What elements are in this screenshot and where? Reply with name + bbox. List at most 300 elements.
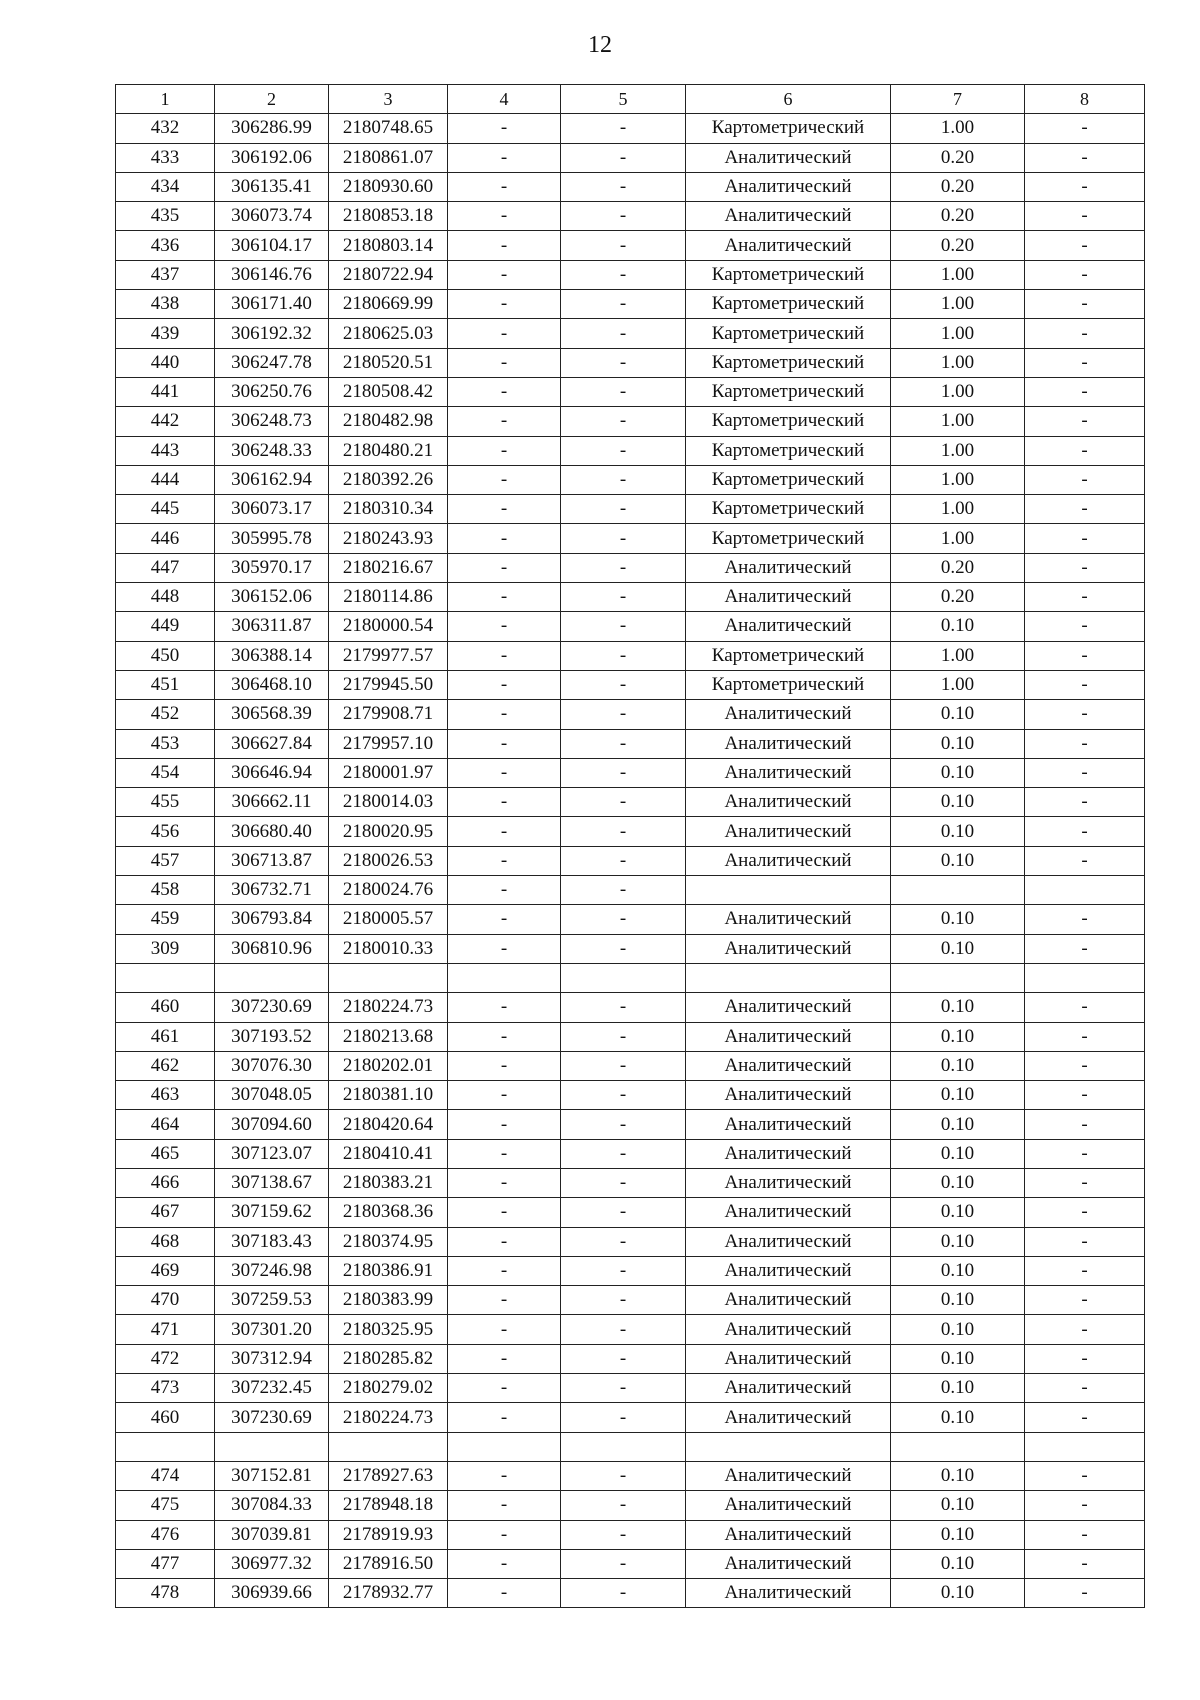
column-8-cell: - bbox=[1025, 495, 1145, 524]
column-4-cell: - bbox=[448, 1520, 561, 1549]
method-cell: Аналитический bbox=[686, 1168, 891, 1197]
column-4-cell: - bbox=[448, 1461, 561, 1490]
column-5-cell: - bbox=[561, 846, 686, 875]
column-4-cell: - bbox=[448, 583, 561, 612]
point-number-cell: 452 bbox=[116, 700, 215, 729]
column-8-cell: - bbox=[1025, 1256, 1145, 1285]
accuracy-cell: 0.10 bbox=[891, 612, 1025, 641]
x-coordinate-cell: 306680.40 bbox=[215, 817, 329, 846]
column-5-cell: - bbox=[561, 993, 686, 1022]
x-coordinate-cell: 307076.30 bbox=[215, 1051, 329, 1080]
method-cell: Аналитический bbox=[686, 1403, 891, 1432]
column-5-cell: - bbox=[561, 114, 686, 143]
column-8-cell: - bbox=[1025, 114, 1145, 143]
x-coordinate-cell: 306646.94 bbox=[215, 758, 329, 787]
column-8-cell: - bbox=[1025, 524, 1145, 553]
column-5-cell: - bbox=[561, 1579, 686, 1608]
table-row bbox=[116, 465, 1145, 494]
y-coordinate-cell: 2180024.76 bbox=[329, 876, 448, 905]
column-4-cell: - bbox=[448, 758, 561, 787]
y-coordinate-cell: 2180279.02 bbox=[329, 1374, 448, 1403]
x-coordinate-cell: 307301.20 bbox=[215, 1315, 329, 1344]
method-cell: Аналитический bbox=[686, 1227, 891, 1256]
y-coordinate-cell: 2180020.95 bbox=[329, 817, 448, 846]
table-body bbox=[116, 114, 1145, 1608]
x-coordinate-cell: 306146.76 bbox=[215, 260, 329, 289]
point-number-cell: 441 bbox=[116, 377, 215, 406]
table-row bbox=[116, 1256, 1145, 1285]
point-number-cell: 474 bbox=[116, 1461, 215, 1490]
method-cell: Аналитический bbox=[686, 612, 891, 641]
column-5-cell: - bbox=[561, 817, 686, 846]
method-cell: Картометрический bbox=[686, 260, 891, 289]
column-header: 4 bbox=[448, 85, 561, 114]
method-cell: Аналитический bbox=[686, 1374, 891, 1403]
x-coordinate-cell: 307048.05 bbox=[215, 1081, 329, 1110]
table-row bbox=[116, 817, 1145, 846]
point-number-cell: 476 bbox=[116, 1520, 215, 1549]
x-coordinate-cell: 306311.87 bbox=[215, 612, 329, 641]
method-cell: Аналитический bbox=[686, 1315, 891, 1344]
x-coordinate-cell: 307159.62 bbox=[215, 1198, 329, 1227]
column-4-cell: - bbox=[448, 1256, 561, 1285]
accuracy-cell: 0.10 bbox=[891, 700, 1025, 729]
table-row bbox=[116, 1549, 1145, 1578]
column-8-cell bbox=[1025, 876, 1145, 905]
column-8-cell: - bbox=[1025, 1491, 1145, 1520]
method-cell: Аналитический bbox=[686, 172, 891, 201]
table-row bbox=[116, 758, 1145, 787]
table-row bbox=[116, 1432, 1145, 1461]
y-coordinate-cell: 2180224.73 bbox=[329, 1403, 448, 1432]
column-4-cell: - bbox=[448, 700, 561, 729]
column-5-cell: - bbox=[561, 700, 686, 729]
table-row bbox=[116, 934, 1145, 963]
x-coordinate-cell: 306162.94 bbox=[215, 465, 329, 494]
column-4-cell: - bbox=[448, 290, 561, 319]
point-number-cell bbox=[116, 1432, 215, 1461]
point-number-cell: 432 bbox=[116, 114, 215, 143]
column-8-cell: - bbox=[1025, 1022, 1145, 1051]
accuracy-cell: 0.10 bbox=[891, 1227, 1025, 1256]
x-coordinate-cell: 306247.78 bbox=[215, 348, 329, 377]
point-number-cell: 440 bbox=[116, 348, 215, 377]
y-coordinate-cell: 2180861.07 bbox=[329, 143, 448, 172]
accuracy-cell: 0.10 bbox=[891, 1315, 1025, 1344]
column-8-cell: - bbox=[1025, 846, 1145, 875]
y-coordinate-cell: 2180213.68 bbox=[329, 1022, 448, 1051]
accuracy-cell: 0.10 bbox=[891, 1374, 1025, 1403]
x-coordinate-cell bbox=[215, 963, 329, 992]
accuracy-cell: 0.20 bbox=[891, 202, 1025, 231]
column-8-cell: - bbox=[1025, 700, 1145, 729]
column-5-cell: - bbox=[561, 1168, 686, 1197]
y-coordinate-cell: 2179945.50 bbox=[329, 670, 448, 699]
column-5-cell: - bbox=[561, 319, 686, 348]
column-5-cell: - bbox=[561, 583, 686, 612]
column-header: 3 bbox=[329, 85, 448, 114]
column-5-cell: - bbox=[561, 1051, 686, 1080]
x-coordinate-cell: 306171.40 bbox=[215, 290, 329, 319]
table-row bbox=[116, 231, 1145, 260]
column-8-cell: - bbox=[1025, 1081, 1145, 1110]
column-header: 1 bbox=[116, 85, 215, 114]
column-5-cell: - bbox=[561, 1315, 686, 1344]
y-coordinate-cell: 2180374.95 bbox=[329, 1227, 448, 1256]
method-cell: Аналитический bbox=[686, 993, 891, 1022]
x-coordinate-cell: 307123.07 bbox=[215, 1139, 329, 1168]
accuracy-cell: 0.10 bbox=[891, 1579, 1025, 1608]
y-coordinate-cell: 2180392.26 bbox=[329, 465, 448, 494]
column-5-cell: - bbox=[561, 1461, 686, 1490]
point-number-cell: 473 bbox=[116, 1374, 215, 1403]
y-coordinate-cell: 2180482.98 bbox=[329, 407, 448, 436]
x-coordinate-cell: 306732.71 bbox=[215, 876, 329, 905]
point-number-cell: 461 bbox=[116, 1022, 215, 1051]
point-number-cell bbox=[116, 963, 215, 992]
column-header: 7 bbox=[891, 85, 1025, 114]
point-number-cell: 434 bbox=[116, 172, 215, 201]
accuracy-cell: 0.10 bbox=[891, 1022, 1025, 1051]
x-coordinate-cell: 307193.52 bbox=[215, 1022, 329, 1051]
x-coordinate-cell: 306248.33 bbox=[215, 436, 329, 465]
point-number-cell: 444 bbox=[116, 465, 215, 494]
x-coordinate-cell: 306073.74 bbox=[215, 202, 329, 231]
point-number-cell: 453 bbox=[116, 729, 215, 758]
point-number-cell: 443 bbox=[116, 436, 215, 465]
table-row bbox=[116, 963, 1145, 992]
method-cell: Аналитический bbox=[686, 1256, 891, 1285]
column-4-cell: - bbox=[448, 846, 561, 875]
table-row bbox=[116, 1168, 1145, 1197]
column-5-cell: - bbox=[561, 934, 686, 963]
column-5-cell: - bbox=[561, 1491, 686, 1520]
point-number-cell: 436 bbox=[116, 231, 215, 260]
y-coordinate-cell: 2180748.65 bbox=[329, 114, 448, 143]
accuracy-cell: 0.10 bbox=[891, 729, 1025, 758]
point-number-cell: 454 bbox=[116, 758, 215, 787]
method-cell: Аналитический bbox=[686, 729, 891, 758]
y-coordinate-cell: 2180383.99 bbox=[329, 1286, 448, 1315]
accuracy-cell: 1.00 bbox=[891, 290, 1025, 319]
column-8-cell: - bbox=[1025, 641, 1145, 670]
x-coordinate-cell: 306568.39 bbox=[215, 700, 329, 729]
column-5-cell: - bbox=[561, 758, 686, 787]
x-coordinate-cell: 306468.10 bbox=[215, 670, 329, 699]
column-4-cell: - bbox=[448, 1286, 561, 1315]
method-cell bbox=[686, 1432, 891, 1461]
column-8-cell: - bbox=[1025, 612, 1145, 641]
table-row bbox=[116, 319, 1145, 348]
point-number-cell: 466 bbox=[116, 1168, 215, 1197]
column-8-cell: - bbox=[1025, 993, 1145, 1022]
column-8-cell: - bbox=[1025, 1198, 1145, 1227]
point-number-cell: 456 bbox=[116, 817, 215, 846]
column-5-cell: - bbox=[561, 876, 686, 905]
accuracy-cell: 0.10 bbox=[891, 1051, 1025, 1080]
column-4-cell: - bbox=[448, 1198, 561, 1227]
point-number-cell: 477 bbox=[116, 1549, 215, 1578]
x-coordinate-cell: 305970.17 bbox=[215, 553, 329, 582]
accuracy-cell: 0.10 bbox=[891, 934, 1025, 963]
y-coordinate-cell: 2180026.53 bbox=[329, 846, 448, 875]
y-coordinate-cell: 2180001.97 bbox=[329, 758, 448, 787]
method-cell: Картометрический bbox=[686, 290, 891, 319]
column-4-cell: - bbox=[448, 407, 561, 436]
column-4-cell: - bbox=[448, 495, 561, 524]
column-4-cell: - bbox=[448, 1491, 561, 1520]
point-number-cell: 463 bbox=[116, 1081, 215, 1110]
column-4-cell: - bbox=[448, 817, 561, 846]
column-5-cell: - bbox=[561, 1344, 686, 1373]
column-5-cell: - bbox=[561, 670, 686, 699]
accuracy-cell: 0.10 bbox=[891, 846, 1025, 875]
column-4-cell: - bbox=[448, 1139, 561, 1168]
method-cell: Картометрический bbox=[686, 495, 891, 524]
accuracy-cell: 0.10 bbox=[891, 1403, 1025, 1432]
column-4-cell: - bbox=[448, 876, 561, 905]
table-row bbox=[116, 846, 1145, 875]
column-5-cell: - bbox=[561, 290, 686, 319]
accuracy-cell: 1.00 bbox=[891, 319, 1025, 348]
accuracy-cell: 0.10 bbox=[891, 1491, 1025, 1520]
column-8-cell: - bbox=[1025, 788, 1145, 817]
point-number-cell: 435 bbox=[116, 202, 215, 231]
method-cell: Аналитический bbox=[686, 143, 891, 172]
y-coordinate-cell: 2180005.57 bbox=[329, 905, 448, 934]
accuracy-cell: 0.20 bbox=[891, 172, 1025, 201]
y-coordinate-cell: 2180216.67 bbox=[329, 553, 448, 582]
y-coordinate-cell: 2180010.33 bbox=[329, 934, 448, 963]
table-row bbox=[116, 670, 1145, 699]
accuracy-cell: 1.00 bbox=[891, 348, 1025, 377]
method-cell: Аналитический bbox=[686, 1520, 891, 1549]
point-number-cell: 465 bbox=[116, 1139, 215, 1168]
column-5-cell: - bbox=[561, 407, 686, 436]
column-8-cell: - bbox=[1025, 1403, 1145, 1432]
column-5-cell: - bbox=[561, 202, 686, 231]
point-number-cell: 468 bbox=[116, 1227, 215, 1256]
column-5-cell: - bbox=[561, 524, 686, 553]
accuracy-cell bbox=[891, 963, 1025, 992]
y-coordinate-cell: 2180285.82 bbox=[329, 1344, 448, 1373]
column-8-cell: - bbox=[1025, 1461, 1145, 1490]
table-row bbox=[116, 993, 1145, 1022]
point-number-cell: 442 bbox=[116, 407, 215, 436]
column-4-cell: - bbox=[448, 1081, 561, 1110]
method-cell: Аналитический bbox=[686, 758, 891, 787]
column-4-cell: - bbox=[448, 1403, 561, 1432]
point-number-cell: 446 bbox=[116, 524, 215, 553]
column-4-cell: - bbox=[448, 1579, 561, 1608]
x-coordinate-cell: 307259.53 bbox=[215, 1286, 329, 1315]
y-coordinate-cell: 2180224.73 bbox=[329, 993, 448, 1022]
table-row bbox=[116, 290, 1145, 319]
column-8-cell: - bbox=[1025, 758, 1145, 787]
column-8-cell: - bbox=[1025, 172, 1145, 201]
method-cell: Картометрический bbox=[686, 465, 891, 494]
column-5-cell: - bbox=[561, 1286, 686, 1315]
column-8-cell: - bbox=[1025, 670, 1145, 699]
accuracy-cell: 0.10 bbox=[891, 817, 1025, 846]
column-8-cell: - bbox=[1025, 1315, 1145, 1344]
x-coordinate-cell: 307232.45 bbox=[215, 1374, 329, 1403]
column-header: 6 bbox=[686, 85, 891, 114]
column-header: 2 bbox=[215, 85, 329, 114]
accuracy-cell: 1.00 bbox=[891, 260, 1025, 289]
x-coordinate-cell: 306248.73 bbox=[215, 407, 329, 436]
table-row bbox=[116, 143, 1145, 172]
column-4-cell: - bbox=[448, 143, 561, 172]
column-4-cell: - bbox=[448, 612, 561, 641]
point-number-cell: 450 bbox=[116, 641, 215, 670]
table-row bbox=[116, 1344, 1145, 1373]
x-coordinate-cell: 306388.14 bbox=[215, 641, 329, 670]
accuracy-cell: 0.10 bbox=[891, 993, 1025, 1022]
x-coordinate-cell: 305995.78 bbox=[215, 524, 329, 553]
y-coordinate-cell: 2178916.50 bbox=[329, 1549, 448, 1578]
column-5-cell: - bbox=[561, 905, 686, 934]
column-4-cell: - bbox=[448, 1344, 561, 1373]
point-number-cell: 309 bbox=[116, 934, 215, 963]
accuracy-cell: 0.10 bbox=[891, 1198, 1025, 1227]
column-header: 5 bbox=[561, 85, 686, 114]
method-cell: Аналитический bbox=[686, 1344, 891, 1373]
column-4-cell: - bbox=[448, 993, 561, 1022]
y-coordinate-cell: 2180508.42 bbox=[329, 377, 448, 406]
column-4-cell: - bbox=[448, 260, 561, 289]
column-4-cell: - bbox=[448, 641, 561, 670]
x-coordinate-cell: 307183.43 bbox=[215, 1227, 329, 1256]
x-coordinate-cell: 307230.69 bbox=[215, 993, 329, 1022]
column-4-cell: - bbox=[448, 1227, 561, 1256]
y-coordinate-cell: 2180803.14 bbox=[329, 231, 448, 260]
column-5-cell: - bbox=[561, 436, 686, 465]
x-coordinate-cell: 306810.96 bbox=[215, 934, 329, 963]
column-5-cell: - bbox=[561, 1198, 686, 1227]
column-8-cell: - bbox=[1025, 202, 1145, 231]
column-4-cell: - bbox=[448, 524, 561, 553]
column-4-cell: - bbox=[448, 788, 561, 817]
y-coordinate-cell: 2180202.01 bbox=[329, 1051, 448, 1080]
accuracy-cell: 1.00 bbox=[891, 465, 1025, 494]
y-coordinate-cell: 2180930.60 bbox=[329, 172, 448, 201]
column-4-cell: - bbox=[448, 377, 561, 406]
column-5-cell: - bbox=[561, 465, 686, 494]
column-5-cell: - bbox=[561, 1256, 686, 1285]
method-cell: Картометрический bbox=[686, 436, 891, 465]
table-row bbox=[116, 260, 1145, 289]
column-4-cell: - bbox=[448, 319, 561, 348]
accuracy-cell: 0.10 bbox=[891, 1549, 1025, 1578]
accuracy-cell: 0.10 bbox=[891, 1520, 1025, 1549]
x-coordinate-cell: 306135.41 bbox=[215, 172, 329, 201]
column-8-cell: - bbox=[1025, 553, 1145, 582]
column-8-cell: - bbox=[1025, 407, 1145, 436]
column-4-cell: - bbox=[448, 172, 561, 201]
page-number: 12 bbox=[588, 32, 612, 58]
x-coordinate-cell: 307312.94 bbox=[215, 1344, 329, 1373]
method-cell: Аналитический bbox=[686, 1549, 891, 1578]
accuracy-cell: 0.10 bbox=[891, 788, 1025, 817]
method-cell: Аналитический bbox=[686, 1051, 891, 1080]
column-8-cell: - bbox=[1025, 1051, 1145, 1080]
table-row bbox=[116, 1461, 1145, 1490]
y-coordinate-cell: 2179957.10 bbox=[329, 729, 448, 758]
y-coordinate-cell: 2180014.03 bbox=[329, 788, 448, 817]
table-row bbox=[116, 348, 1145, 377]
method-cell: Аналитический bbox=[686, 905, 891, 934]
column-8-cell: - bbox=[1025, 729, 1145, 758]
column-5-cell: - bbox=[561, 553, 686, 582]
point-number-cell: 455 bbox=[116, 788, 215, 817]
method-cell bbox=[686, 963, 891, 992]
column-4-cell: - bbox=[448, 202, 561, 231]
column-5-cell: - bbox=[561, 1374, 686, 1403]
header-row bbox=[116, 85, 1145, 114]
y-coordinate-cell: 2179977.57 bbox=[329, 641, 448, 670]
accuracy-cell: 1.00 bbox=[891, 670, 1025, 699]
point-number-cell: 470 bbox=[116, 1286, 215, 1315]
column-5-cell: - bbox=[561, 1081, 686, 1110]
coordinates-table-container bbox=[115, 84, 1145, 1608]
column-4-cell: - bbox=[448, 1022, 561, 1051]
column-4-cell: - bbox=[448, 1374, 561, 1403]
method-cell: Аналитический bbox=[686, 1139, 891, 1168]
accuracy-cell: 1.00 bbox=[891, 524, 1025, 553]
accuracy-cell: 0.10 bbox=[891, 905, 1025, 934]
column-5-cell: - bbox=[561, 143, 686, 172]
column-8-cell: - bbox=[1025, 1549, 1145, 1578]
table-row bbox=[116, 905, 1145, 934]
method-cell: Аналитический bbox=[686, 231, 891, 260]
accuracy-cell: 0.10 bbox=[891, 758, 1025, 787]
method-cell: Аналитический bbox=[686, 1022, 891, 1051]
method-cell: Аналитический bbox=[686, 817, 891, 846]
column-5-cell: - bbox=[561, 788, 686, 817]
method-cell: Аналитический bbox=[686, 1461, 891, 1490]
x-coordinate-cell: 307094.60 bbox=[215, 1110, 329, 1139]
method-cell: Аналитический bbox=[686, 1579, 891, 1608]
column-5-cell: - bbox=[561, 260, 686, 289]
column-8-cell: - bbox=[1025, 1168, 1145, 1197]
table-row bbox=[116, 1198, 1145, 1227]
column-5-cell: - bbox=[561, 231, 686, 260]
column-8-cell: - bbox=[1025, 905, 1145, 934]
accuracy-cell: 0.10 bbox=[891, 1168, 1025, 1197]
method-cell: Аналитический bbox=[686, 788, 891, 817]
table-header bbox=[116, 85, 1145, 114]
column-4-cell bbox=[448, 1432, 561, 1461]
accuracy-cell: 0.10 bbox=[891, 1256, 1025, 1285]
method-cell: Аналитический bbox=[686, 202, 891, 231]
accuracy-cell: 1.00 bbox=[891, 436, 1025, 465]
method-cell: Картометрический bbox=[686, 524, 891, 553]
accuracy-cell: 1.00 bbox=[891, 114, 1025, 143]
y-coordinate-cell: 2180243.93 bbox=[329, 524, 448, 553]
accuracy-cell: 0.10 bbox=[891, 1344, 1025, 1373]
accuracy-cell: 0.20 bbox=[891, 553, 1025, 582]
column-8-cell bbox=[1025, 963, 1145, 992]
column-8-cell bbox=[1025, 1432, 1145, 1461]
column-4-cell: - bbox=[448, 934, 561, 963]
column-5-cell: - bbox=[561, 1227, 686, 1256]
y-coordinate-cell: 2180383.21 bbox=[329, 1168, 448, 1197]
accuracy-cell: 1.00 bbox=[891, 377, 1025, 406]
x-coordinate-cell: 306627.84 bbox=[215, 729, 329, 758]
column-4-cell: - bbox=[448, 1168, 561, 1197]
y-coordinate-cell: 2180625.03 bbox=[329, 319, 448, 348]
